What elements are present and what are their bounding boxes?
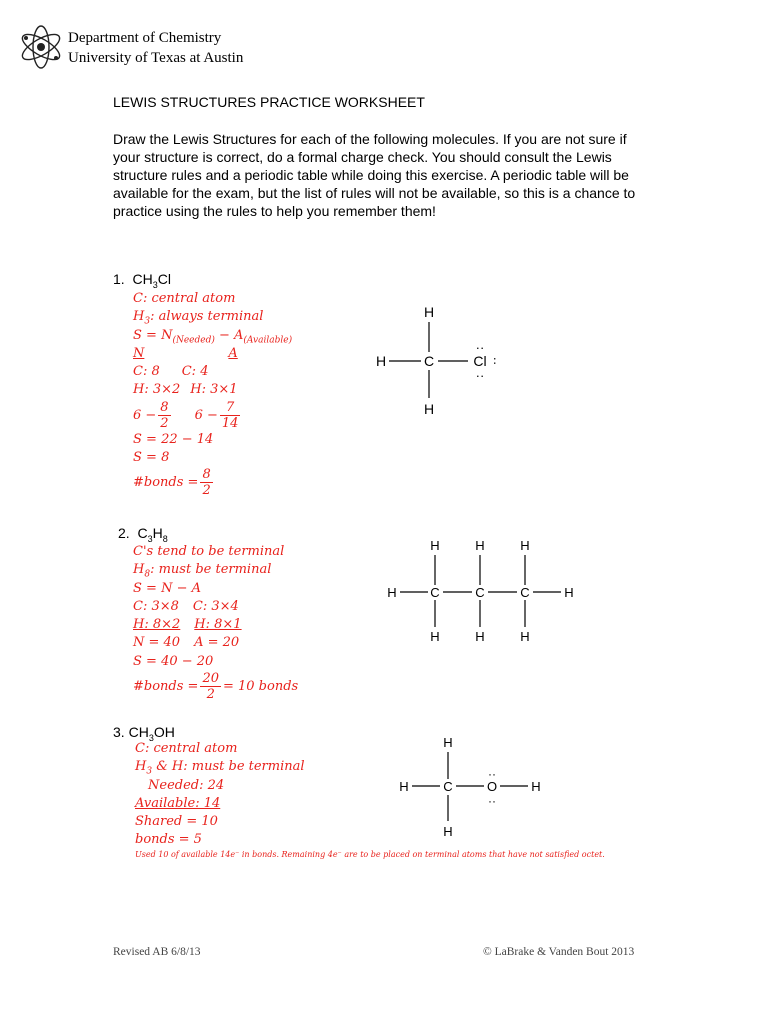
- atom-h: H: [399, 779, 409, 794]
- problem-1-heading: [113, 271, 171, 290]
- university-name: University of Texas at Austin: [68, 50, 244, 66]
- work-line: S = 40 − 20: [133, 653, 214, 669]
- problem-2-heading: [118, 525, 168, 544]
- problem-formula: $C_3H_8$: [137, 525, 168, 544]
- problem-number: 3.: [113, 724, 125, 740]
- atom-c: C: [443, 779, 453, 794]
- ch3oh-structure: [392, 733, 552, 843]
- atom-h: H: [531, 779, 541, 794]
- work-line: C: central atom: [135, 741, 238, 756]
- atom-o: O: [486, 779, 498, 794]
- problem-formula: $CH_3Cl$: [132, 271, 171, 290]
- revision-note: Revised AB 6/8/13: [113, 946, 201, 958]
- work-line: C: 8 C: 4: [133, 364, 209, 380]
- work-line: $H_3$ & H: must be terminal: [135, 759, 305, 777]
- atom-h: H: [564, 585, 574, 600]
- work-line: Shared = 10: [135, 814, 218, 830]
- atom-h: H: [443, 735, 453, 750]
- work-line: S = N − A: [133, 580, 201, 596]
- lone-pair: ··: [488, 356, 503, 366]
- lone-pair: ··: [488, 794, 496, 808]
- department-name: Department of Chemistry: [68, 30, 222, 46]
- problem-2-work: [133, 543, 298, 702]
- atom-h: H: [443, 824, 453, 839]
- atom-h: H: [387, 585, 397, 600]
- work-line: C's tend to be terminal: [133, 544, 285, 559]
- problem-formula: $CH_3OH$: [128, 724, 175, 743]
- atom-c: C: [520, 585, 530, 600]
- atom-c: C: [423, 353, 435, 369]
- atom-c: C: [430, 585, 440, 600]
- problem-1-work: [133, 290, 292, 498]
- atom-h: H: [520, 629, 530, 644]
- work-line: Needed: 24: [148, 777, 225, 793]
- atom-h: H: [375, 353, 387, 369]
- work-line: N = 40 A = 20: [133, 635, 240, 651]
- worksheet-title: LEWIS STRUCTURES PRACTICE WORKSHEET: [113, 94, 425, 110]
- work-line: 6 − $\frac{8}{2}$ 6 − $\frac{7}{14}$: [133, 399, 239, 431]
- work-line: $H_8$: must be terminal: [133, 562, 272, 580]
- atom-h: H: [430, 629, 440, 644]
- work-line: $S = N_{(Needed)} - A_{(Available)}$: [133, 327, 293, 346]
- work-line: #bonds = $\frac{8}{2}$: [133, 467, 211, 499]
- problem-number: 2.: [118, 525, 130, 541]
- work-line: C: 3×8 C: 3×4: [133, 598, 239, 614]
- copyright: © LaBrake & Vanden Bout 2013: [483, 946, 635, 958]
- lone-pair: ··: [475, 340, 485, 355]
- atom-h: H: [423, 401, 435, 417]
- header-text: [68, 28, 243, 68]
- atom-h: H: [423, 304, 435, 320]
- atom-h: H: [475, 629, 485, 644]
- atom-h: H: [430, 538, 440, 553]
- atom-c: C: [475, 585, 485, 600]
- problem-3-work: [135, 740, 305, 850]
- work-line: Available: 14: [135, 795, 221, 811]
- ch3cl-structure: [360, 300, 520, 420]
- work-line: S = 22 − 14: [133, 431, 214, 447]
- work-line: C: central atom: [133, 291, 236, 306]
- atom-cl: Cl: [473, 353, 487, 369]
- work-line: H: 8×2 H: 8×1: [133, 617, 242, 633]
- work-line: $H_3$: always terminal: [133, 309, 264, 327]
- instructions: Draw the Lewis Structures for each of the following molecules. If you are not sure if your structure is correct, do a formal charge check. You should consult the Lewis structure rules and a periodic table while doing this exercise. A periodic table will be available for the exam, but the list of rules will not be available, so this is a chance to practice using the rules to help you remember them!: [113, 131, 636, 219]
- atom-h: H: [475, 538, 485, 553]
- lone-pair: ··: [488, 767, 496, 781]
- work-line: H: 3×2 H: 3×1: [133, 382, 238, 398]
- department-logo: [18, 24, 64, 70]
- work-line: N A: [133, 345, 238, 361]
- atom-h: H: [520, 538, 530, 553]
- footnote: Used 10 of available 14e⁻ in bonds. Remaining 4e⁻ are to be placed on terminal atoms that have not satisfied octet.: [135, 850, 605, 859]
- c3h8-structure: [380, 535, 580, 645]
- lone-pair: ··: [475, 368, 485, 383]
- work-line: bonds = 5: [135, 832, 202, 848]
- work-line: #bonds = $\frac{20}{2}$ = 10 bonds: [133, 671, 299, 703]
- work-line: S = 8: [133, 450, 170, 466]
- problem-number: 1.: [113, 271, 125, 287]
